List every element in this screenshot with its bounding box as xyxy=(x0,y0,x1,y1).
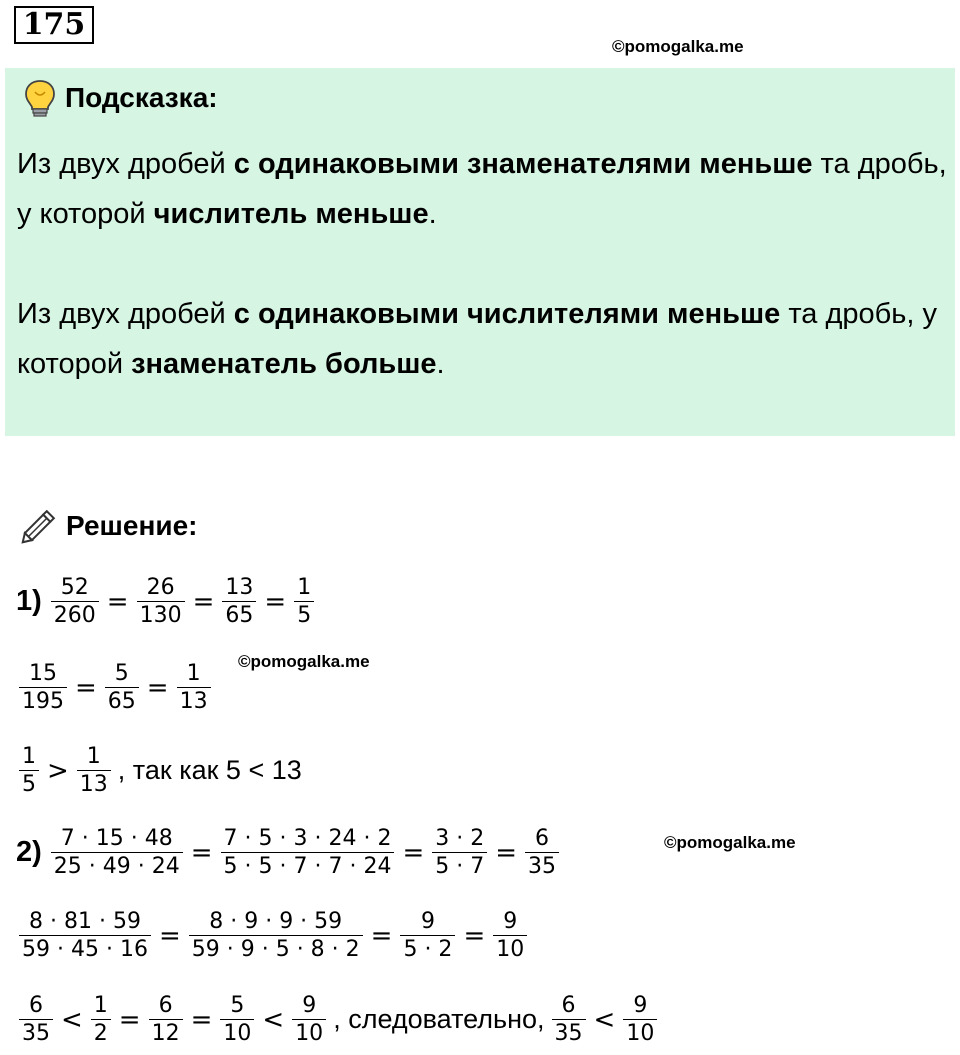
task-number: 175 xyxy=(14,6,94,44)
fraction-denominator: 195 xyxy=(19,687,67,715)
fraction-denominator: 10 xyxy=(292,1019,326,1047)
fraction-denominator: 10 xyxy=(220,1019,254,1047)
hint-box xyxy=(5,68,955,436)
solution-line-1 xyxy=(16,574,317,629)
fraction xyxy=(525,825,559,880)
fraction xyxy=(400,908,455,963)
operator: = xyxy=(158,920,181,951)
explanation-text: , следовательно, xyxy=(333,1004,545,1034)
fraction xyxy=(177,660,211,715)
fraction-denominator: 5 xyxy=(294,601,314,629)
fraction-denominator: 12 xyxy=(149,1019,183,1047)
operator: < xyxy=(61,1004,83,1035)
hint-header xyxy=(23,78,218,118)
solution-title: Решение: xyxy=(66,510,198,541)
operator: = xyxy=(402,837,425,868)
fraction-numerator: 7 · 15 · 48 xyxy=(60,826,173,851)
operator: < xyxy=(593,1004,616,1035)
item-label-2: 2) xyxy=(16,836,42,868)
operator: = xyxy=(495,837,518,868)
fraction xyxy=(77,743,111,798)
operator: = xyxy=(190,837,213,868)
fraction-numerator: 15 xyxy=(29,661,57,686)
fraction xyxy=(51,574,99,629)
fraction-denominator: 260 xyxy=(51,601,99,629)
operator: = xyxy=(264,586,287,617)
fraction xyxy=(19,660,67,715)
fraction-denominator: 5 · 5 · 7 · 7 · 24 xyxy=(221,852,395,880)
fraction-denominator: 13 xyxy=(77,770,111,798)
fraction xyxy=(91,992,111,1047)
fraction-numerator: 9 xyxy=(503,909,518,934)
operator: = xyxy=(463,920,486,951)
operator: > xyxy=(47,755,69,786)
watermark: ©pomogalka.me xyxy=(612,37,744,56)
fraction-numerator: 6 xyxy=(561,993,576,1018)
lightbulb-icon xyxy=(23,78,57,118)
fraction-denominator: 65 xyxy=(105,687,139,715)
fraction-numerator: 1 xyxy=(186,661,201,686)
operator: = xyxy=(106,586,129,617)
pencil-icon xyxy=(18,505,60,547)
fraction xyxy=(221,825,395,880)
fraction xyxy=(105,660,139,715)
fraction-denominator: 65 xyxy=(222,601,256,629)
fraction-denominator: 130 xyxy=(137,601,185,629)
operator: = xyxy=(118,1004,141,1035)
fraction-numerator: 1 xyxy=(297,575,312,600)
fraction-denominator: 2 xyxy=(91,1019,111,1047)
hint-title: Подсказка: xyxy=(65,82,218,113)
fraction-numerator: 13 xyxy=(225,575,254,600)
explanation-text: , так как 5 < 13 xyxy=(117,755,302,785)
solution-header xyxy=(18,505,197,547)
fraction-numerator: 8 · 9 · 9 · 59 xyxy=(209,909,343,934)
solution-line-4 xyxy=(16,825,562,880)
watermark: ©pomogalka.me xyxy=(238,652,370,671)
solution-line-3 xyxy=(16,743,306,798)
hint-paragraph-1: Из двух дробей с одинаковыми знаменателями меньше та дробь, у которой числитель меньше. xyxy=(17,148,947,230)
fraction-denominator: 13 xyxy=(177,687,211,715)
fraction-denominator: 35 xyxy=(525,852,559,880)
fraction xyxy=(552,992,586,1047)
fraction xyxy=(51,825,183,880)
fraction-denominator: 35 xyxy=(552,1019,586,1047)
fraction xyxy=(220,992,254,1047)
fraction-denominator: 10 xyxy=(623,1019,657,1047)
fraction-denominator: 59 · 45 · 16 xyxy=(19,935,151,963)
fraction-numerator: 9 xyxy=(633,993,648,1018)
item-label-1: 1) xyxy=(16,585,42,617)
fraction-numerator: 6 xyxy=(29,993,43,1018)
operator: = xyxy=(192,586,215,617)
solution-line-6 xyxy=(16,992,660,1047)
fraction-denominator: 35 xyxy=(19,1019,53,1047)
fraction-numerator: 9 xyxy=(420,909,435,934)
fraction-numerator: 52 xyxy=(60,575,89,600)
operator: < xyxy=(262,1004,285,1035)
fraction-denominator: 5 xyxy=(19,770,39,798)
fraction xyxy=(19,992,53,1047)
fraction-numerator: 5 xyxy=(114,661,129,686)
fraction-numerator: 26 xyxy=(146,575,175,600)
fraction xyxy=(137,574,185,629)
fraction-numerator: 7 · 5 · 3 · 24 · 2 xyxy=(223,826,392,851)
fraction xyxy=(19,908,151,963)
fraction-denominator: 59 · 9 · 5 · 8 · 2 xyxy=(189,935,363,963)
solution-line-2 xyxy=(16,660,214,715)
fraction xyxy=(189,908,363,963)
operator: = xyxy=(146,672,169,703)
watermark: ©pomogalka.me xyxy=(664,833,796,852)
operator: = xyxy=(190,1004,213,1035)
solution-line-5 xyxy=(16,908,530,963)
fraction-numerator: 6 xyxy=(535,826,550,851)
fraction xyxy=(432,825,487,880)
fraction-numerator: 1 xyxy=(93,993,108,1018)
fraction-denominator: 5 · 7 xyxy=(432,852,487,880)
operator: = xyxy=(370,920,393,951)
fraction-numerator: 9 xyxy=(302,993,317,1018)
fraction xyxy=(222,574,256,629)
fraction xyxy=(294,574,314,629)
fraction-denominator: 25 · 49 · 24 xyxy=(51,852,183,880)
fraction-denominator: 10 xyxy=(493,935,527,963)
fraction xyxy=(292,992,326,1047)
fraction-denominator: 5 · 2 xyxy=(400,935,455,963)
fraction-numerator: 5 xyxy=(230,993,245,1018)
fraction-numerator: 1 xyxy=(86,744,101,769)
fraction xyxy=(19,743,39,798)
fraction xyxy=(623,992,657,1047)
fraction xyxy=(493,908,527,963)
fraction-numerator: 8 · 81 · 59 xyxy=(29,909,141,934)
operator: = xyxy=(75,672,97,703)
fraction-numerator: 6 xyxy=(158,993,173,1018)
fraction-numerator: 3 · 2 xyxy=(435,826,485,851)
hint-paragraph-2: Из двух дробей с одинаковыми числителями меньше та дробь, у которой знаменатель больше. xyxy=(17,298,937,380)
fraction xyxy=(149,992,183,1047)
fraction-numerator: 1 xyxy=(22,744,36,769)
